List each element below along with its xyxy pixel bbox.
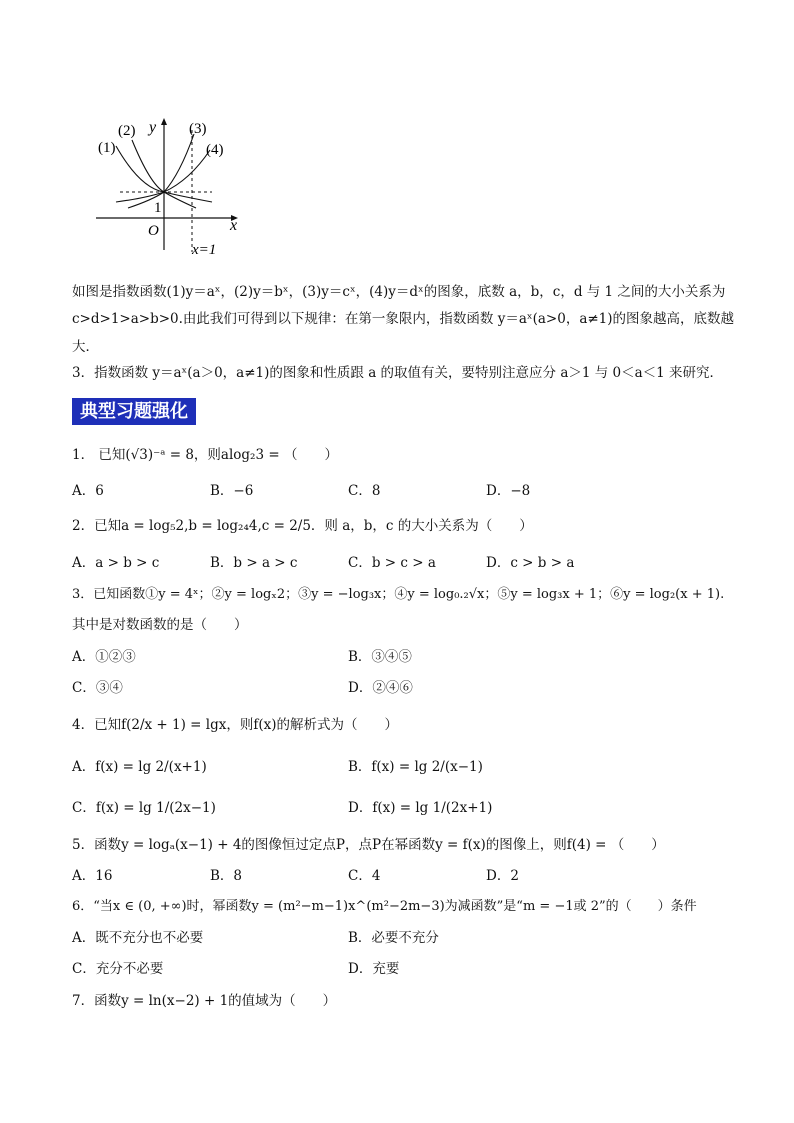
question-3-option-a: A．①②③: [72, 649, 136, 665]
question-5-option-a: A．16: [72, 868, 113, 884]
question-5-option-b: B．8: [210, 868, 243, 884]
question-4-stem: 4．已知f(2/x + 1) = lgx，则f(x)的解析式为（ ）: [72, 717, 398, 733]
x-axis-label: x: [230, 217, 238, 234]
question-6-option-b: B．必要不充分: [348, 930, 439, 946]
question-4-option-c: C．f(x) = lg 1/(2x−1): [72, 800, 216, 816]
intro-line-2: c>d>1>a>b>0.由此我们可得到以下规律：在第一象限内，指数函数 y＝aˣ(a>0，a≠1)的图象越高，底数越: [72, 311, 735, 327]
section-header: 典型习题强化: [72, 398, 196, 425]
question-2-option-c: C．b > c > a: [348, 555, 436, 571]
intro-line-1: 如图是指数函数(1)y＝aˣ，(2)y＝bˣ，(3)y＝cˣ，(4)y＝dˣ的图象，底数 a，b，c，d 与 1 之间的大小关系为: [72, 284, 726, 300]
tick-1-label: 1: [154, 200, 162, 216]
curve-label-2: (2): [118, 123, 136, 139]
question-3-option-b: B．③④⑤: [348, 649, 412, 665]
vline-label: x=1: [192, 242, 217, 257]
curve-label-4: (4): [206, 142, 224, 158]
question-1-option-a: A．6: [72, 483, 104, 499]
intro-line-4: 3．指数函数 y＝aˣ(a＞0，a≠1)的图象和性质跟 a 的取值有关，要特别注意应分 a＞1 与 0＜a＜1 来研究．: [72, 365, 724, 381]
question-1-stem: 1． 已知(√3)⁻ᵃ = 8，则alog₂3 = （ ）: [72, 447, 338, 463]
y-axis-label: y: [149, 119, 157, 136]
question-3-stem-2: 其中是对数函数的是（ ）: [72, 617, 248, 633]
question-5-option-d: D．2: [486, 868, 519, 884]
question-3-option-d: D．②④⑥: [348, 680, 413, 696]
question-3-option-c: C．③④: [72, 680, 123, 696]
question-7-stem: 7．函数y = ln(x−2) + 1的值域为（ ）: [72, 993, 337, 1009]
question-4-option-a: A．f(x) = lg 2/(x+1): [72, 759, 207, 775]
question-1-option-b: B．−6: [210, 483, 254, 499]
question-4-option-d: D．f(x) = lg 1/(2x+1): [348, 800, 493, 816]
question-2-option-a: A．a > b > c: [72, 555, 160, 571]
question-2-stem: 2．已知a = log₅2,b = log₂₄4,c = 2/5．则 a，b，c 的大小关系为（ ）: [72, 518, 533, 534]
origin-label: O: [148, 223, 159, 239]
question-3-stem: 3．已知函数①y = 4ˣ；②y = logₓ2；③y = −log₃x；④y = log₀.₂√x；⑤y = log₃x + 1；⑥y = log₂(x + 1).: [72, 587, 725, 602]
curve-4: [116, 150, 210, 202]
curve-label-1: (1): [98, 140, 116, 156]
question-2-option-b: B．b > a > c: [210, 555, 298, 571]
question-5-stem: 5．函数y = logₐ(x−1) + 4的图像恒过定点P，点P在幂函数y = f(x)的图像上，则f(4) = （ ）: [72, 837, 665, 853]
intro-line-3: 大．: [72, 339, 99, 355]
question-6-stem: 6．“当x ∈ (0, +∞)时，幂函数y = (m²−m−1)x^(m²−2m−3)为减函数”是“m = −1或 2”的（ ）条件: [72, 899, 697, 914]
question-4-option-b: B．f(x) = lg 2/(x−1): [348, 759, 483, 775]
y-axis-arrow: [161, 118, 167, 125]
question-1-option-c: C．8: [348, 483, 381, 499]
question-5-option-c: C．4: [348, 868, 381, 884]
question-6-option-d: D．充要: [348, 961, 400, 977]
question-2-option-d: D．c > b > a: [486, 555, 575, 571]
curve-label-3: (3): [189, 121, 207, 137]
question-6-option-c: C．充分不必要: [72, 961, 164, 977]
question-1-option-d: D．−8: [486, 483, 531, 499]
exponential-graph-figure: [88, 112, 248, 257]
question-6-option-a: A．既不充分也不必要: [72, 930, 204, 946]
